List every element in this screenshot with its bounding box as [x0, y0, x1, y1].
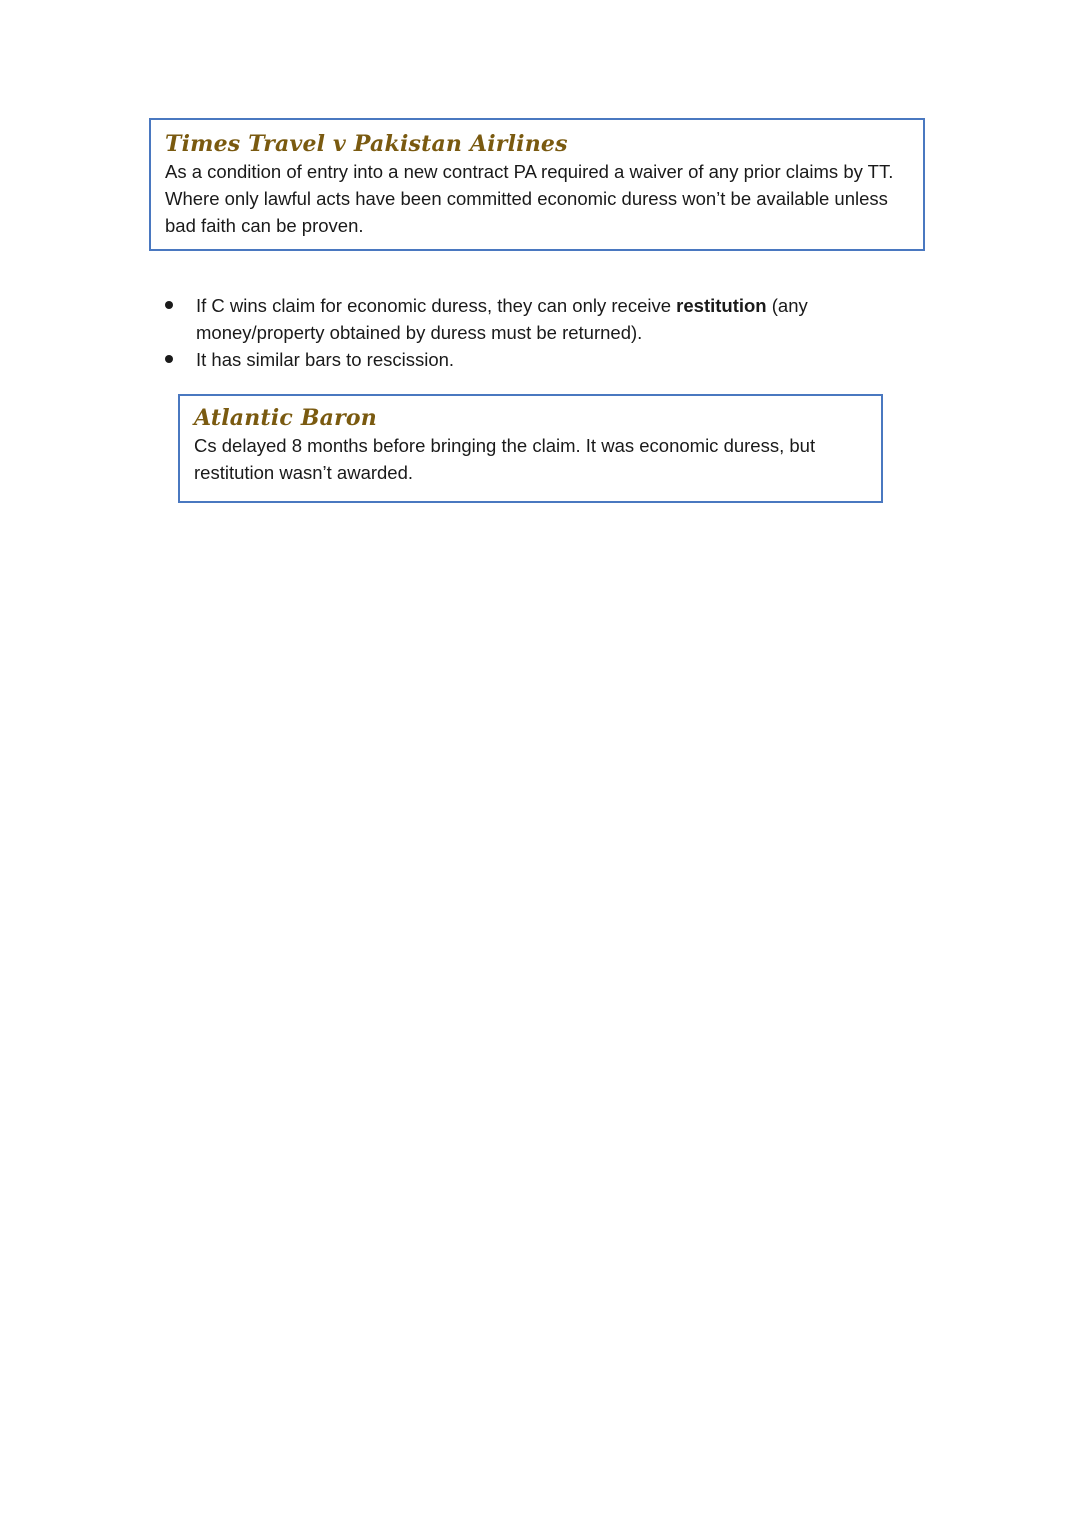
bullet-list: [163, 292, 883, 373]
bullet-text-bold: restitution: [676, 295, 767, 316]
case-box-atlantic-baron: [178, 394, 883, 503]
bullet-text: It has similar bars to rescission.: [196, 349, 455, 370]
case-body: Cs delayed 8 months before bringing the claim. It was economic duress, but restitution wasn’t awarded.: [194, 435, 816, 483]
bullet-text-after: (any money/property obtained by duress must be returned).: [196, 295, 808, 343]
case-title: Atlantic Baron: [194, 405, 377, 431]
case-box-times-travel: [149, 118, 925, 251]
bullet-item-restitution: [163, 292, 883, 346]
bullet-icon: [165, 301, 173, 309]
bullet-item-bars: [163, 346, 883, 373]
bullet-text-before: If C wins claim for economic duress, they can only receive: [196, 295, 677, 316]
bullet-icon: [165, 355, 173, 363]
case-title: Times Travel v Pakistan Airlines: [165, 131, 568, 157]
case-body: As a condition of entry into a new contract PA required a waiver of any prior claims by TT. Where only lawful acts have been committed economic duress won’t be available unless bad faith can be proven.: [165, 161, 894, 236]
